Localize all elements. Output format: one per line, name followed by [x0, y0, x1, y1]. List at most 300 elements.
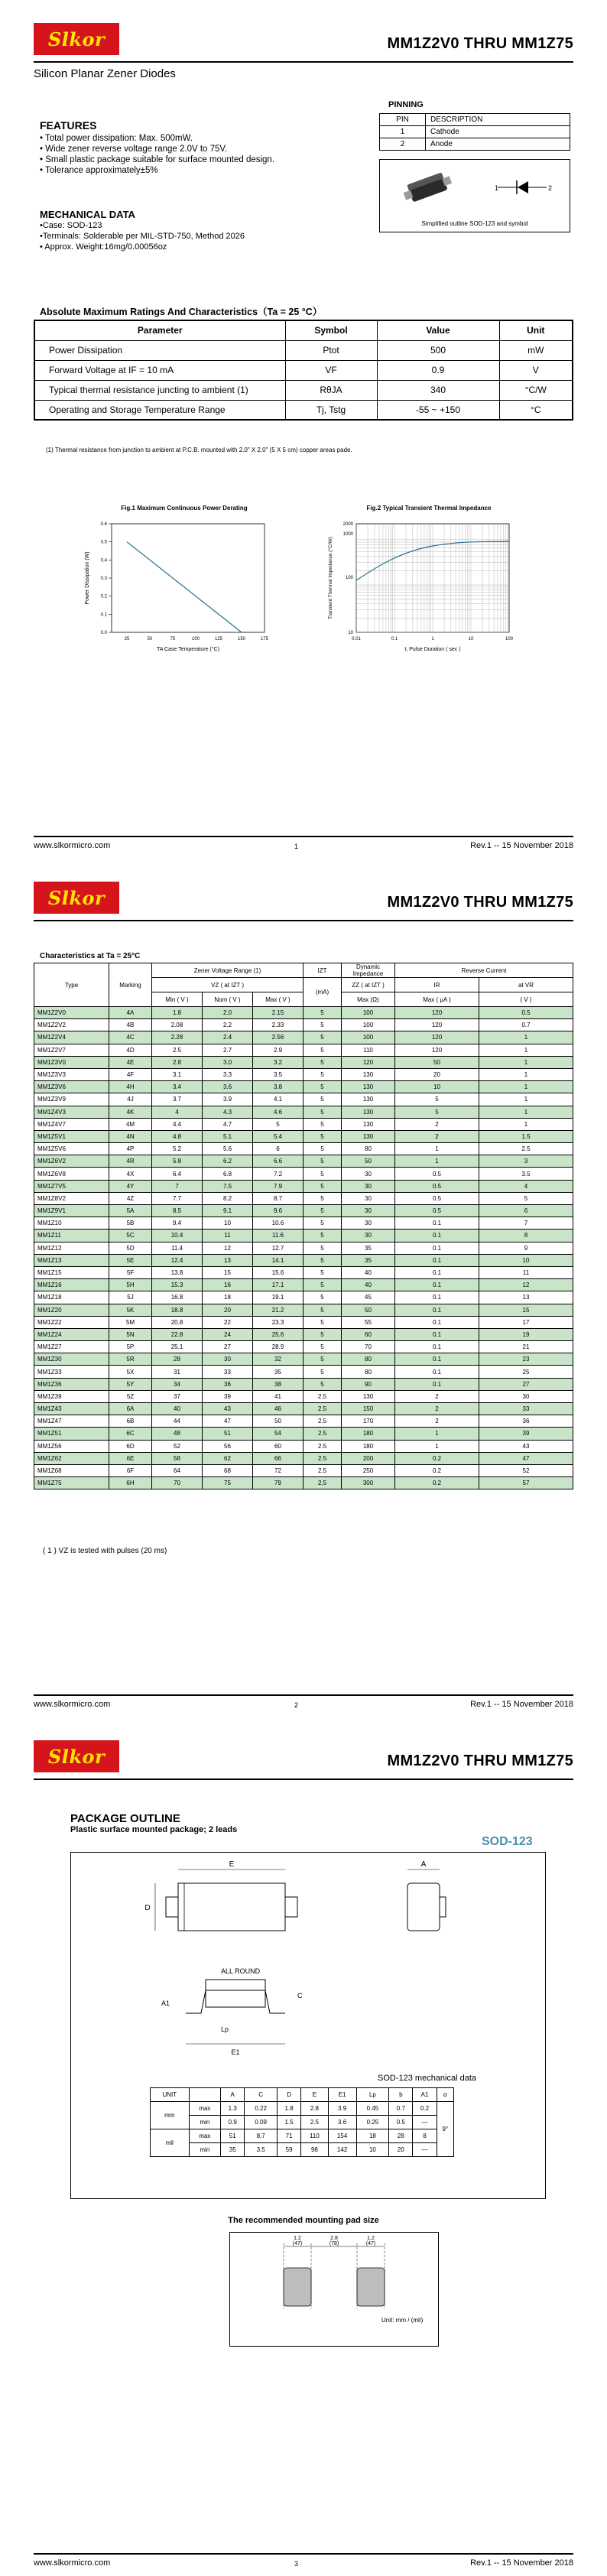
table-row: [34, 1180, 573, 1192]
table-cell: 0.09: [245, 2116, 278, 2129]
table-cell: —: [413, 2116, 437, 2129]
table-cell: 12: [479, 1279, 573, 1291]
table-row: [34, 1044, 573, 1056]
value-cell: 340: [377, 380, 499, 400]
table-cell: 27: [203, 1341, 253, 1353]
ytick-label: 0.0: [100, 631, 107, 635]
package-caption: Simplified outline SOD-123 and symbol: [421, 220, 528, 227]
table-cell: 2.5: [304, 1428, 342, 1440]
table-cell: 2: [395, 1403, 479, 1415]
table-cell: 4.7: [203, 1118, 253, 1130]
table-cell: 4H: [109, 1081, 152, 1093]
xtick-label: 100: [505, 637, 514, 642]
table-cell: 0.1: [395, 1304, 479, 1316]
table-cell: 15: [479, 1304, 573, 1316]
table-cell: MM1Z36: [34, 1378, 109, 1390]
table-cell: 4F: [109, 1068, 152, 1080]
table-cell: 30: [342, 1192, 395, 1204]
table-cell: 8.7: [253, 1192, 304, 1204]
table-cell: MM1Z3V3: [34, 1068, 109, 1080]
pin-desc: Cathode: [426, 126, 570, 138]
table-row: [34, 1477, 573, 1489]
document-title: MM1Z2V0 THRU MM1Z75: [387, 894, 573, 911]
table-cell: 8.7: [245, 2129, 278, 2143]
table-row: [151, 2143, 454, 2157]
table-cell: 5: [304, 1316, 342, 1328]
table-cell: 3.5: [479, 1168, 573, 1180]
footer-rule: [34, 1694, 573, 1696]
figure-1-title: Fig.1 Maximum Continuous Power Derating: [121, 505, 248, 512]
table-cell: 9.4: [152, 1217, 203, 1230]
pin-number: 1: [380, 126, 426, 138]
mechanical-data-caption: SOD-123 mechanical data: [378, 2074, 477, 2083]
dim-header: D: [278, 2088, 301, 2102]
xtick-label: 175: [260, 637, 269, 642]
table-cell: 33: [203, 1366, 253, 1378]
mechanical-dimensions-table: [150, 2087, 454, 2157]
ytick-label: 10: [348, 631, 353, 635]
table-row: [34, 1440, 573, 1452]
table-cell: 32: [253, 1353, 304, 1366]
table-cell: 43: [203, 1403, 253, 1415]
pad-dim-middle: 2.8 (78): [329, 2236, 339, 2246]
table-row: [34, 1428, 573, 1440]
dim-header: UNIT: [151, 2088, 190, 2102]
table-cell: 30: [342, 1168, 395, 1180]
table-cell: 6E: [109, 1452, 152, 1464]
table-row: [151, 2116, 454, 2129]
table-cell: 0.45: [356, 2102, 389, 2116]
table-cell: 2.28: [152, 1031, 203, 1044]
ytick-label: 0.3: [100, 577, 107, 581]
table-cell: 1: [479, 1031, 573, 1044]
table-cell: 5: [304, 1180, 342, 1192]
table-cell: 17: [479, 1316, 573, 1328]
dim-label-e1: E1: [231, 2048, 240, 2056]
table-cell: 130: [342, 1068, 395, 1080]
table-cell: 0.2: [395, 1477, 479, 1489]
table-cell: MM1Z62: [34, 1452, 109, 1464]
table-cell: 5: [304, 1155, 342, 1168]
table-cell: 21: [479, 1341, 573, 1353]
table-cell: MM1Z56: [34, 1440, 109, 1452]
table-cell: 120: [395, 1031, 479, 1044]
table-cell: MM1Z2V7: [34, 1044, 109, 1056]
table-cell: 142: [328, 2143, 356, 2157]
table-cell: MM1Z13: [34, 1254, 109, 1266]
pinning-table: [379, 113, 570, 151]
table-cell: 3.1: [152, 1068, 203, 1080]
table-cell: MM1Z30: [34, 1353, 109, 1366]
table-cell: 2.08: [152, 1019, 203, 1031]
table-cell: 5N: [109, 1328, 152, 1340]
feature-item: • Small plastic package suitable for surface mounted design.: [40, 155, 275, 164]
xtick-label: 75: [170, 637, 176, 642]
package-outline-subtitle: Plastic surface mounted package; 2 leads: [70, 1825, 238, 1834]
table-cell: 0.1: [395, 1230, 479, 1242]
table-cell: 5: [304, 1106, 342, 1118]
table-cell: 8: [413, 2129, 437, 2143]
dim-header: [189, 2088, 221, 2102]
vz-header: VZ ( at IZT ): [152, 978, 304, 992]
symbol-header: Symbol: [285, 320, 377, 340]
table-cell: 39: [203, 1390, 253, 1402]
table-cell: 2: [395, 1118, 479, 1130]
table-cell: 13: [203, 1254, 253, 1266]
table-cell: 54: [253, 1428, 304, 1440]
table-cell: 6A: [109, 1403, 152, 1415]
unit-cell: °C: [499, 400, 573, 420]
dim-header: Lp: [356, 2088, 389, 2102]
table-row: [34, 1266, 573, 1278]
table-cell: 6.4: [152, 1168, 203, 1180]
table-cell: 24: [203, 1328, 253, 1340]
table-cell: 5: [304, 1031, 342, 1044]
table-cell: 25.6: [253, 1328, 304, 1340]
table-cell: 38: [253, 1378, 304, 1390]
table-cell: 1: [479, 1068, 573, 1080]
xtick-label: 1: [431, 637, 434, 642]
table-cell: 22.8: [152, 1328, 203, 1340]
table-cell: 45: [342, 1291, 395, 1304]
table-row: [34, 1328, 573, 1340]
table-cell: 0.25: [356, 2116, 389, 2129]
table-cell: 5: [304, 1019, 342, 1031]
table-cell: 9.6: [253, 1205, 304, 1217]
table-cell: 80: [342, 1143, 395, 1155]
table-cell: 13.8: [152, 1266, 203, 1278]
dim-label-d: D: [144, 1904, 151, 1912]
svg-text:1: 1: [495, 184, 499, 192]
table-cell: 14.1: [253, 1254, 304, 1266]
table-cell: MM1Z2V4: [34, 1031, 109, 1044]
table-cell: 1: [479, 1081, 573, 1093]
parameter-cell: Forward Voltage at IF = 10 mA: [34, 360, 285, 380]
table-cell: 120: [395, 1044, 479, 1056]
value-cell: 0.9: [377, 360, 499, 380]
document-title: MM1Z2V0 THRU MM1Z75: [387, 35, 573, 52]
table-cell: 40: [342, 1279, 395, 1291]
table-cell: 2.5: [304, 1464, 342, 1476]
table-cell: 39: [479, 1428, 573, 1440]
table-cell: MM1Z3V0: [34, 1056, 109, 1068]
table-row: [34, 1378, 573, 1390]
pin-desc: Anode: [426, 138, 570, 151]
table-row: [34, 1081, 573, 1093]
value-cell: -55 ~ +150: [377, 400, 499, 420]
table-cell: 7: [152, 1180, 203, 1192]
table-cell: 30: [203, 1353, 253, 1366]
table-cell: 0.1: [395, 1266, 479, 1278]
table-cell: 19.1: [253, 1291, 304, 1304]
table-cell: MM1Z47: [34, 1415, 109, 1428]
value-header: Value: [377, 320, 499, 340]
table-cell: 4A: [109, 1007, 152, 1019]
table-cell: 1: [395, 1155, 479, 1168]
table-cell: 1: [395, 1440, 479, 1452]
table-cell: 60: [342, 1328, 395, 1340]
table-cell: 2: [395, 1390, 479, 1402]
table-row: [34, 1205, 573, 1217]
table-cell: 7.2: [253, 1168, 304, 1180]
table-cell: 4M: [109, 1118, 152, 1130]
table-cell: 0.5: [395, 1192, 479, 1204]
table-cell: MM1Z3V9: [34, 1093, 109, 1106]
table-row: [34, 1316, 573, 1328]
table-row: [34, 1106, 573, 1118]
table-cell: 130: [342, 1118, 395, 1130]
table-cell: MM1Z39: [34, 1390, 109, 1402]
table-cell: 1: [479, 1093, 573, 1106]
table-cell: 170: [342, 1415, 395, 1428]
table-cell: 30: [342, 1230, 395, 1242]
table-cell: 0.1: [395, 1316, 479, 1328]
table-cell: 5: [395, 1093, 479, 1106]
absolute-max-table: [34, 320, 573, 421]
ytick-label: 0.1: [100, 612, 107, 618]
table-cell: 34: [152, 1378, 203, 1390]
table-cell: 5: [304, 1279, 342, 1291]
document-subtitle: Silicon Planar Zener Diodes: [34, 67, 176, 80]
table-cell: 16.8: [152, 1291, 203, 1304]
table-cell: min: [189, 2116, 221, 2129]
dim-header: E: [301, 2088, 328, 2102]
reverse-current-header: Reverse Current: [395, 963, 573, 978]
table-cell: 2.5: [304, 1440, 342, 1452]
table-cell: 0.5: [395, 1205, 479, 1217]
table-cell: 12.7: [253, 1242, 304, 1254]
table-cell: 1.5: [278, 2116, 301, 2129]
table-cell: 5X: [109, 1366, 152, 1378]
table-cell: 15.3: [152, 1279, 203, 1291]
table-cell: 5: [304, 1353, 342, 1366]
table-cell: 3.9: [203, 1093, 253, 1106]
table-cell: 0.1: [395, 1366, 479, 1378]
table-cell: 7.5: [203, 1180, 253, 1192]
table-cell: 75: [203, 1477, 253, 1489]
table-cell: 2: [395, 1130, 479, 1142]
table-cell: 52: [479, 1464, 573, 1476]
table-cell: 1: [479, 1056, 573, 1068]
table-cell: 36: [479, 1415, 573, 1428]
table-cell: 5E: [109, 1254, 152, 1266]
table-row: [34, 1464, 573, 1476]
table-row: [34, 1031, 573, 1044]
table-cell: MM1Z24: [34, 1328, 109, 1340]
table-cell: 5C: [109, 1230, 152, 1242]
table-cell: MM1Z33: [34, 1366, 109, 1378]
table-cell: 40: [342, 1266, 395, 1278]
marking-header: Marking: [109, 963, 152, 1007]
table-cell: 130: [342, 1106, 395, 1118]
table-cell: MM1Z51: [34, 1428, 109, 1440]
table-cell: 5: [253, 1118, 304, 1130]
package-drawing: [71, 1853, 545, 2074]
table-cell: 3.3: [203, 1068, 253, 1080]
footer-site: www.slkormicro.com: [34, 2558, 111, 2568]
table-cell: mm: [151, 2102, 190, 2129]
table-row: [34, 1093, 573, 1106]
table-cell: MM1Z10: [34, 1217, 109, 1230]
table-cell: 2.33: [253, 1019, 304, 1031]
table-cell: 35: [342, 1242, 395, 1254]
mech-item: •Case: SOD-123: [40, 221, 102, 230]
pinning-heading: PINNING: [388, 100, 424, 109]
table-cell: 30: [342, 1180, 395, 1192]
table-cell: 4J: [109, 1093, 152, 1106]
table-row: [34, 1366, 573, 1378]
table-cell: 0.7: [479, 1019, 573, 1031]
table-cell: —: [413, 2143, 437, 2157]
table-cell: 28.9: [253, 1341, 304, 1353]
table-cell: 5: [304, 1044, 342, 1056]
table-cell: 25.1: [152, 1341, 203, 1353]
table-cell: 130: [342, 1081, 395, 1093]
table-cell: MM1Z68: [34, 1464, 109, 1476]
parameter-header: Parameter: [34, 320, 285, 340]
table-cell: 0.1: [395, 1378, 479, 1390]
package-name: SOD-123: [482, 1835, 533, 1848]
table-cell: 17.1: [253, 1279, 304, 1291]
feature-item: • Tolerance approximately±5%: [40, 166, 158, 175]
table-cell: 5: [395, 1106, 479, 1118]
table-cell: 5: [304, 1378, 342, 1390]
page-number: 3: [294, 2560, 299, 2568]
table-cell: 7.9: [253, 1180, 304, 1192]
table-cell: 3.8: [253, 1081, 304, 1093]
table-cell: 9: [479, 1242, 573, 1254]
ytick-label: 1000: [342, 532, 353, 537]
mechanical-list: [40, 220, 245, 252]
thermal-note: (1) Thermal resistance from junction to ambient at P.C.B. mounted with 2.0" X 2.0" (5 X 5 cm) copper areas pade.: [46, 447, 352, 453]
table-row: [34, 1155, 573, 1168]
table-cell: 50: [253, 1415, 304, 1428]
table-cell: 5.6: [203, 1143, 253, 1155]
table-cell: 5B: [109, 1217, 152, 1230]
table-cell: 2.5: [479, 1143, 573, 1155]
table-cell: 5: [304, 1266, 342, 1278]
thermal-impedance-plot: [318, 512, 540, 657]
table-cell: 2.56: [253, 1031, 304, 1044]
table-cell: 5P: [109, 1341, 152, 1353]
table-cell: 120: [342, 1056, 395, 1068]
table-row: [34, 1068, 573, 1080]
table-cell: 47: [479, 1452, 573, 1464]
table-cell: 5.2: [152, 1143, 203, 1155]
unit-cell: mW: [499, 340, 573, 360]
table-row: [151, 2102, 454, 2116]
table-cell: 7.7: [152, 1192, 203, 1204]
table-cell: 5.1: [203, 1130, 253, 1142]
table-cell: 4Z: [109, 1192, 152, 1204]
table-cell: 13: [479, 1291, 573, 1304]
table-cell: 21.2: [253, 1304, 304, 1316]
table-cell: 15.6: [253, 1266, 304, 1278]
table-cell: 41: [253, 1390, 304, 1402]
max-header: Max ( V ): [253, 992, 304, 1007]
table-cell: 50: [342, 1155, 395, 1168]
table-cell: 47: [203, 1415, 253, 1428]
alpha-cell: 9°: [437, 2102, 453, 2157]
table-cell: 8.5: [152, 1205, 203, 1217]
table-cell: 18: [356, 2129, 389, 2143]
table-cell: 22: [203, 1316, 253, 1328]
table-cell: 0.1: [395, 1217, 479, 1230]
ytick-label: 0.2: [100, 594, 107, 599]
symbol-cell: VF: [285, 360, 377, 380]
min-header: Min ( V ): [152, 992, 203, 1007]
table-cell: 2.5: [304, 1403, 342, 1415]
slkor-logo: Slkor: [34, 882, 119, 914]
ytick-label: 2000: [342, 522, 353, 527]
table-cell: 130: [342, 1093, 395, 1106]
table-cell: 2.7: [203, 1044, 253, 1056]
table-cell: MM1Z27: [34, 1341, 109, 1353]
table-row: [34, 1168, 573, 1180]
table-row: [34, 1403, 573, 1415]
table-row: [34, 1353, 573, 1366]
table-cell: 11: [479, 1266, 573, 1278]
table-cell: 3.6: [328, 2116, 356, 2129]
table-cell: MM1Z43: [34, 1403, 109, 1415]
dim-header: A: [221, 2088, 245, 2102]
table-cell: 2.4: [203, 1031, 253, 1044]
table-cell: 62: [203, 1452, 253, 1464]
table-cell: 3.4: [152, 1081, 203, 1093]
table-cell: 4.8: [152, 1130, 203, 1142]
table-cell: 5.4: [253, 1130, 304, 1142]
derating-line: [127, 542, 242, 632]
table-row: [34, 1217, 573, 1230]
table-row: [34, 1230, 573, 1242]
table-cell: 1: [479, 1044, 573, 1056]
table-cell: 4N: [109, 1130, 152, 1142]
table-cell: 5Y: [109, 1378, 152, 1390]
table-cell: MM1Z4V7: [34, 1118, 109, 1130]
table-cell: 1.5: [479, 1130, 573, 1142]
symbol-cell: Ptot: [285, 340, 377, 360]
table-cell: 4D: [109, 1044, 152, 1056]
table-cell: 79: [253, 1477, 304, 1489]
table-cell: 51: [221, 2129, 245, 2143]
page-2: [0, 859, 607, 1717]
table-cell: 4R: [109, 1155, 152, 1168]
zz-header: ZZ ( at IZT ): [342, 978, 395, 992]
x-axis-label: TA Case Temperature (°C): [157, 647, 219, 652]
table-row: [34, 1341, 573, 1353]
table-cell: MM1Z2V0: [34, 1007, 109, 1019]
table-cell: 5: [304, 1168, 342, 1180]
footer-revision: Rev.1 -- 15 November 2018: [470, 2558, 573, 2568]
table-cell: 5: [304, 1081, 342, 1093]
table-cell: 100: [342, 1019, 395, 1031]
page-1: [0, 0, 607, 859]
table-cell: 0.1: [395, 1353, 479, 1366]
table-cell: 5: [304, 1217, 342, 1230]
page-3: [0, 1717, 607, 2576]
table-row: [34, 1390, 573, 1402]
table-cell: 2.5: [301, 2116, 328, 2129]
table-cell: 2.8: [152, 1056, 203, 1068]
sod123-package-icon: [380, 160, 570, 219]
table-cell: 180: [342, 1428, 395, 1440]
table-cell: MM1Z12: [34, 1242, 109, 1254]
dim-header: b: [389, 2088, 413, 2102]
table-cell: 58: [152, 1452, 203, 1464]
description-header: DESCRIPTION: [426, 114, 570, 126]
table-cell: 31: [152, 1366, 203, 1378]
unit-header: Unit: [499, 320, 573, 340]
